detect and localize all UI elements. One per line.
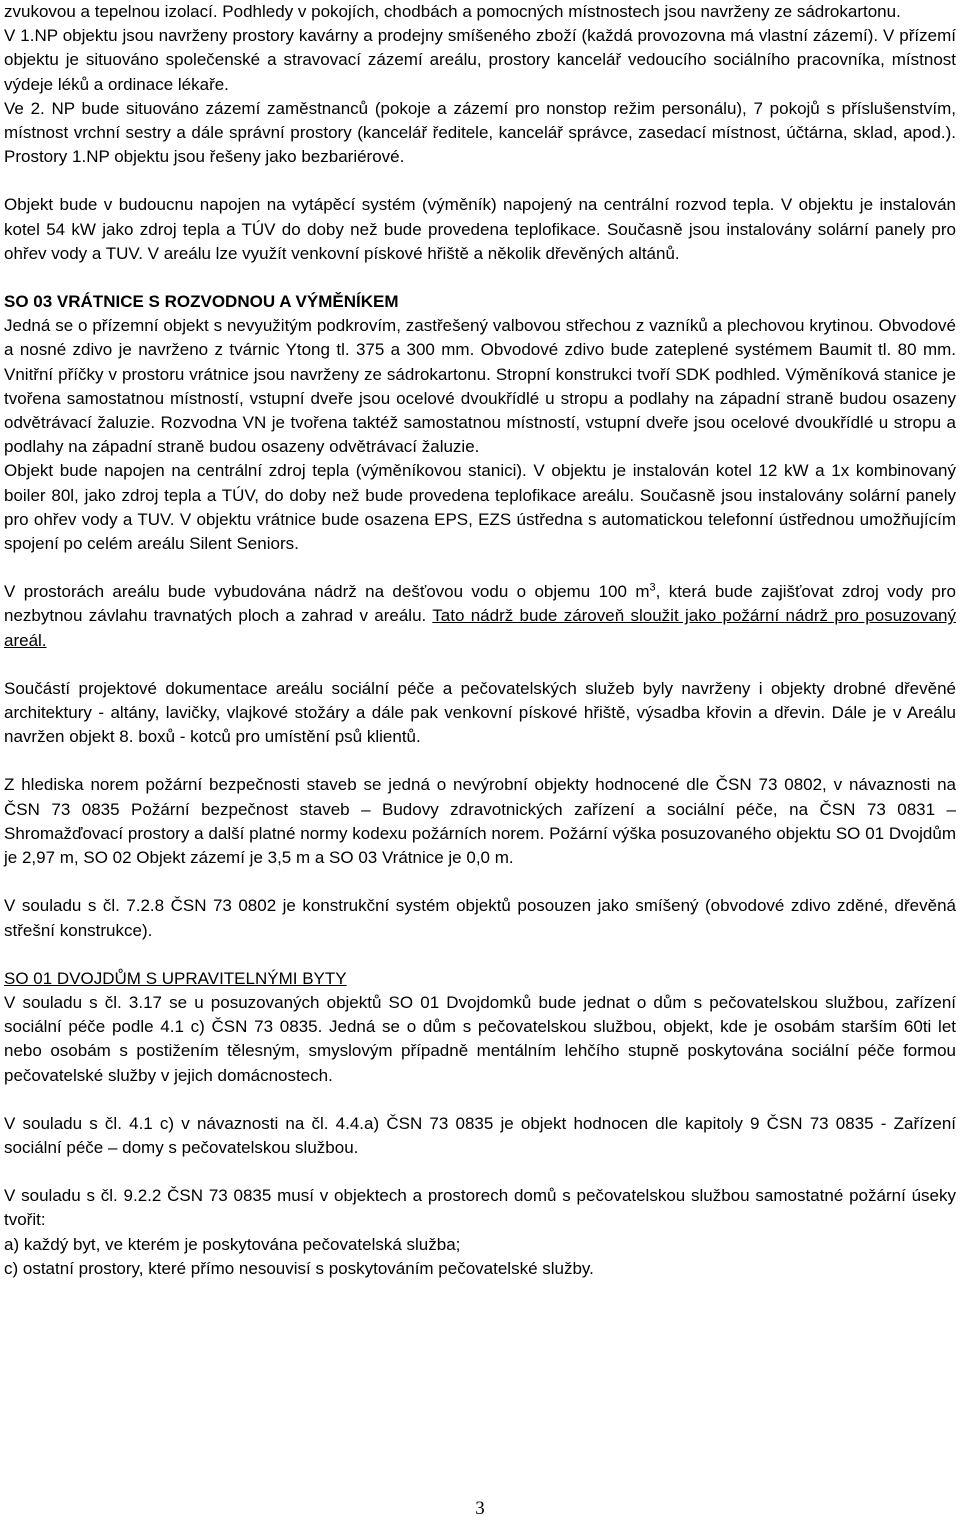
- so01-heading: SO 01 DVOJDŮM S UPRAVITELNÝMI BYTY: [4, 968, 347, 988]
- tank-superscript: 3: [649, 581, 656, 594]
- tank-underlined-text: Tato nádrž bude zároveň sloužit jako požární nádrž pro posuzovaný areál.: [4, 606, 956, 650]
- spacer: [4, 556, 956, 580]
- tank-text-end: , která bude zajišťovat zdroj vody pro nezbytnou závlahu travnatých ploch a zahrad v areálu.: [4, 582, 956, 626]
- so03-body-paragraph: Jedná se o přízemní objekt s nevyužitým podkrovím, zastřešený valbovou střechou z vazníků a plechovou krytinou. Obvodové a nosné zdivo je navrženo z tvárnic Ytong tl. 375 a 300 mm. Obvodové zdivo bude zateplené systémem Baumit tl. 80 mm. Vnitřní příčky v prostoru vrátnice jsou navrženy ze sádrokartonu. Stropní konstrukci tvoří SDK podhled. Výměníková stanice je tvořena samostatnou místností, vstupní dveře jsou ocelové dvoukřídlé u stropu a podlahy na západní straně budou osazeny odvětrávací žaluzie. Rozvodna VN je tvořena taktéž samostatnou místností, vstupní dveře jsou ocelové dvoukřídlé u stropu a podlahy na západní straně budou osazeny odvětrávací žaluzie.: [4, 316, 956, 457]
- spacer: [4, 653, 956, 677]
- intro-top-paragraph: zvukovou a tepelnou izolací. Podhledy v pokojích, chodbách a pomocných místnostech jsou navrženy ze sádrokartonu.: [4, 2, 901, 21]
- tank-paragraph: [4, 580, 956, 653]
- architecture-paragraph: Součástí projektové dokumentace areálu sociální péče a pečovatelských služeb byly navrženy i objekty drobné dřevěné architektury - altány, lavičky, vlajkové stožáry a dále pak venkovní pískové hřiště, výsadba křovin a dřevin. Dále je v Areálu navržen objekt 8. boxů - kotců pro umístění psů klientů.: [4, 678, 956, 747]
- intro-heating-paragraph: Objekt bude v budoucnu napojen na vytápěcí systém (výměník) napojený na centrální rozvod tepla. V objektu je instalován kotel 54 kW jako zdroj tepla a TÚV do doby než bude provedena teplofikace. Současně jsou instalovány solární panely pro ohřev vody a TUV. V areálu lze využít venkovní pískové hřiště a několik dřevěných altánů.: [4, 195, 956, 263]
- page-number: 3: [475, 1498, 485, 1519]
- spacer: [4, 169, 956, 193]
- list-item: c) ostatní prostory, které přímo nesouvisí s poskytováním pečovatelské služby.: [4, 1258, 594, 1278]
- tank-text-start: V prostorách areálu bude vybudována nádrž na dešťovou vodu o objemu 100 m: [4, 582, 650, 602]
- intro-2np-paragraph: Ve 2. NP bude situováno zázemí zaměstnanců (pokoje a zázemí pro nonstop režim personálu), 7 pokojů s příslušenstvím, místnost vrchní sestry a dále správní prostory (kancelář ředitele, kancelář správce, zasedací místnost, účtárna, sklad, apod.). Prostory 1.NP objektu jsou řešeny jako bezbariérové.: [4, 98, 956, 167]
- fire-norms-paragraph: Z hlediska norem požární bezpečnosti staveb se jedná o nevýrobní objekty hodnocené dle ČSN 73 0802, v návaznosti na ČSN 73 0835 Požární bezpečnost staveb – Budovy zdravotnických zařízení a sociální péče, na ČSN 73 0831 – Shromažďovací prostory a další platné normy kodexu požárních norem. Požární výška posuzovaného objektu SO 01 Dvojdům je 2,97 m, SO 02 Objekt zázemí je 3,5 m a SO 03 Vrátnice je 0,0 m.: [4, 775, 956, 868]
- construction-paragraph: V souladu s čl. 7.2.8 ČSN 73 0802 je konstrukční systém objektů posouzen jako smíšený (obvodové zdivo zděné, dřevěná střešní konstrukce).: [4, 896, 956, 940]
- spacer: [4, 1160, 956, 1184]
- intro-1np-paragraph: V 1.NP objektu jsou navrženy prostory kavárny a prodejny smíšeného zboží (každá provozovna má vlastní zázemí). V přízemí objektu je situováno společenské a stravovací zázemí areálu, prostory kancelář vedoucího sociálního pracovníka, místnost výdeje léků a ordinace lékaře.: [4, 26, 956, 94]
- so01-sections-paragraph: V souladu s čl. 9.2.2 ČSN 73 0835 musí v objektech a prostorech domů s pečovatelskou službou samostatné požární úseky tvořit:: [4, 1186, 956, 1230]
- so01-body-paragraph: V souladu s čl. 3.17 se u posuzovaných objektů SO 01 Dvojdomků bude jednat o dům s pečovatelskou službou, zařízení sociální péče podle 4.1 c) ČSN 73 0835. Jedná se o dům s pečovatelskou službou, objekt, kde je osobám starším 60ti let nebo osobám s postižením tělesným, smyslovým případně mentálním lehčího stupně poskytována sociální péče formou pečovatelské služby v jejich domácnostech.: [4, 992, 956, 1085]
- document-page: [4, 0, 956, 1281]
- so01-chapter9-paragraph: V souladu s čl. 4.1 c) v návaznosti na čl. 4.4.a) ČSN 73 0835 je objekt hodnocen dle kapitoly 9 ČSN 73 0835 - Zařízení sociální péče – domy s pečovatelskou službou.: [4, 1113, 956, 1157]
- list-item: a) každý byt, ve kterém je poskytována pečovatelská služba;: [4, 1234, 461, 1254]
- so03-heating-paragraph: Objekt bude napojen na centrální zdroj tepla (výměníkovou stanici). V objektu je instalován kotel 12 kW a 1x kombinovaný boiler 80l, jako zdroj tepla a TÚV, do doby než bude provedena teplofikace areálu. Současně jsou instalovány solární panely pro ohřev vody a TUV. V objektu vrátnice bude osazena EPS, EZS ústředna s automatickou telefonní ústřednou umožňujícím spojení po celém areálu Silent Seniors.: [4, 461, 956, 554]
- spacer: [4, 1088, 956, 1112]
- so03-heading: SO 03 VRÁTNICE S ROZVODNOU A VÝMĚNÍKEM: [4, 292, 399, 312]
- spacer: [4, 870, 956, 894]
- spacer: [4, 266, 956, 290]
- spacer: [4, 943, 956, 967]
- spacer: [4, 749, 956, 773]
